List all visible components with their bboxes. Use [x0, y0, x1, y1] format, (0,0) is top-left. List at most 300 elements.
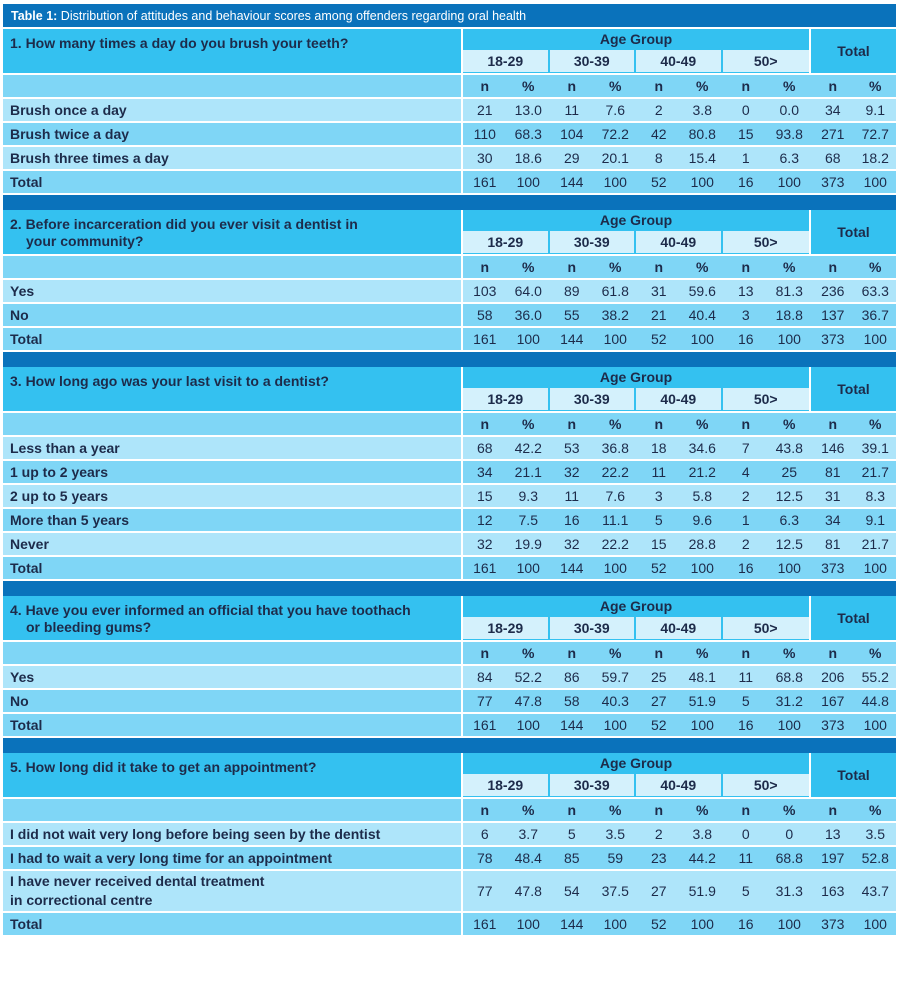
- row-label: 2 up to 5 years: [3, 485, 463, 507]
- percent-column-header: %: [609, 416, 622, 432]
- n-column-header: n: [741, 802, 751, 818]
- percent-cell: 100: [516, 174, 540, 190]
- section-separator: [3, 352, 896, 367]
- age-group-column-label: 50>: [723, 617, 809, 639]
- question-line-1: 5. How long did it take to get an appointment?: [10, 759, 317, 775]
- count-cell: 27: [650, 883, 667, 899]
- count-cell: 1: [741, 150, 750, 166]
- table-row: [3, 99, 896, 123]
- count-cell: 103: [473, 283, 497, 299]
- question-text: [3, 210, 463, 254]
- percent-cell: 12.5: [775, 488, 803, 504]
- age-group-header: [463, 210, 811, 254]
- row-label: I had to wait a very long time for an appointment: [3, 847, 463, 869]
- age-group-column-label: 18-29: [463, 617, 550, 639]
- percent-cell: 100: [603, 174, 627, 190]
- total-row: [3, 328, 896, 352]
- question-text: [3, 29, 463, 73]
- count-cell: 15: [476, 488, 493, 504]
- percent-cell: 100: [863, 331, 887, 347]
- percent-cell: 52.2: [514, 669, 542, 685]
- percent-cell: 36.8: [601, 440, 629, 456]
- percent-cell: 51.9: [688, 883, 716, 899]
- percent-cell: 7.6: [605, 102, 625, 118]
- oral-health-table: [3, 4, 896, 937]
- count-cell: 52: [650, 174, 667, 190]
- percent-cell: 55.2: [861, 669, 889, 685]
- count-cell: 373: [821, 331, 845, 347]
- row-label-line-1: I have never received dental treatment: [10, 873, 265, 889]
- row-label: Brush three times a day: [3, 147, 463, 169]
- table-row: [3, 871, 896, 913]
- count-cell: 34: [476, 464, 493, 480]
- row-label-line-2: in correctional centre: [10, 892, 153, 908]
- question-text: [3, 596, 463, 640]
- percent-column-header: %: [869, 645, 882, 661]
- percent-column-header: %: [609, 78, 622, 94]
- section-separator: [3, 195, 896, 210]
- n-column-header: n: [654, 645, 664, 661]
- count-cell: 31: [824, 488, 841, 504]
- question-line-2: your community?: [26, 233, 144, 249]
- percent-cell: 81.3: [775, 283, 803, 299]
- n-percent-header-row: [3, 413, 896, 437]
- age-group-column-label: 40-49: [636, 617, 723, 639]
- age-group-column-label: 50>: [723, 388, 809, 410]
- age-group-label: Age Group: [599, 31, 673, 47]
- total-header: Total: [811, 29, 896, 73]
- percent-cell: 48.4: [514, 850, 542, 866]
- count-cell: 146: [821, 440, 845, 456]
- percent-cell: 6.3: [779, 512, 799, 528]
- percent-column-header: %: [783, 78, 796, 94]
- n-column-header: n: [654, 259, 664, 275]
- percent-cell: 12.5: [775, 536, 803, 552]
- n-percent-header-row: [3, 642, 896, 666]
- n-column-header: n: [567, 802, 577, 818]
- percent-column-header: %: [696, 645, 709, 661]
- count-cell: 68: [824, 150, 841, 166]
- percent-cell: 47.8: [514, 693, 542, 709]
- percent-cell: 34.6: [688, 440, 716, 456]
- age-group-column-label: 50>: [723, 50, 809, 72]
- percent-cell: 5.8: [692, 488, 712, 504]
- n-column-header: n: [828, 78, 838, 94]
- n-column-header: n: [567, 78, 577, 94]
- row-label: Yes: [3, 280, 463, 302]
- count-cell: 27: [650, 693, 667, 709]
- percent-cell: 100: [690, 560, 714, 576]
- percent-cell: 44.2: [688, 850, 716, 866]
- count-cell: 58: [563, 693, 580, 709]
- count-cell: 85: [563, 850, 580, 866]
- percent-cell: 68.8: [775, 850, 803, 866]
- count-cell: 236: [821, 283, 845, 299]
- count-cell: 58: [476, 307, 493, 323]
- table-title-prefix: Table 1:: [11, 9, 58, 23]
- count-cell: 3: [741, 307, 750, 323]
- row-label: Total: [3, 557, 463, 579]
- blank-label-cell: [3, 799, 463, 821]
- percent-cell: 68.8: [775, 669, 803, 685]
- table-row: [3, 485, 896, 509]
- count-cell: 15: [650, 536, 667, 552]
- table-row: [3, 280, 896, 304]
- question-line-2: or bleeding gums?: [26, 619, 152, 635]
- count-cell: 3: [654, 488, 663, 504]
- row-label: No: [3, 304, 463, 326]
- count-cell: 144: [560, 717, 584, 733]
- percent-cell: 3.5: [865, 826, 885, 842]
- age-group-label: Age Group: [599, 598, 673, 614]
- table-row: [3, 147, 896, 171]
- row-label: No: [3, 690, 463, 712]
- percent-cell: 22.2: [601, 464, 629, 480]
- count-cell: 161: [473, 560, 497, 576]
- n-column-header: n: [567, 259, 577, 275]
- percent-cell: 100: [516, 560, 540, 576]
- count-cell: 1: [741, 512, 750, 528]
- count-cell: 2: [741, 488, 750, 504]
- blank-label-cell: [3, 75, 463, 97]
- count-cell: 68: [476, 440, 493, 456]
- total-header: Total: [811, 210, 896, 254]
- percent-column-header: %: [783, 645, 796, 661]
- age-group-columns: [463, 231, 809, 253]
- n-column-header: n: [480, 645, 490, 661]
- percent-column-header: %: [609, 645, 622, 661]
- table-row: [3, 823, 896, 847]
- count-cell: 18: [650, 440, 667, 456]
- n-column-header: n: [654, 78, 664, 94]
- percent-column-header: %: [783, 802, 796, 818]
- age-group-column-label: 40-49: [636, 388, 723, 410]
- count-cell: 5: [567, 826, 576, 842]
- count-cell: 8: [654, 150, 663, 166]
- count-cell: 167: [821, 693, 845, 709]
- percent-cell: 36.7: [861, 307, 889, 323]
- percent-cell: 37.5: [601, 883, 629, 899]
- count-cell: 55: [563, 307, 580, 323]
- count-cell: 31: [650, 283, 667, 299]
- row-label: Brush twice a day: [3, 123, 463, 145]
- percent-cell: 43.7: [861, 883, 889, 899]
- percent-cell: 100: [690, 331, 714, 347]
- count-cell: 11: [651, 464, 667, 480]
- question-line-1: 2. Before incarceration did you ever visit a dentist in: [10, 216, 358, 232]
- percent-cell: 3.8: [692, 102, 712, 118]
- percent-cell: 28.8: [688, 536, 716, 552]
- age-group-column-label: 50>: [723, 231, 809, 253]
- count-cell: 30: [476, 150, 493, 166]
- age-group-columns: [463, 50, 809, 72]
- percent-cell: 100: [690, 174, 714, 190]
- count-cell: 2: [654, 102, 663, 118]
- total-header: Total: [811, 753, 896, 797]
- count-cell: 78: [476, 850, 493, 866]
- age-group-column-label: 30-39: [550, 774, 637, 796]
- age-group-column-label: 30-39: [550, 50, 637, 72]
- table-row: [3, 533, 896, 557]
- percent-cell: 0: [785, 826, 794, 842]
- count-cell: 5: [741, 883, 750, 899]
- percent-cell: 31.3: [775, 883, 803, 899]
- percent-column-header: %: [522, 259, 535, 275]
- table-title: [3, 4, 896, 29]
- percent-cell: 9.3: [518, 488, 538, 504]
- row-label: Total: [3, 171, 463, 193]
- age-group-header: [463, 753, 811, 797]
- percent-column-header: %: [869, 78, 882, 94]
- n-column-header: n: [741, 78, 751, 94]
- percent-cell: 72.2: [601, 126, 629, 142]
- count-cell: 161: [473, 174, 497, 190]
- n-column-header: n: [480, 416, 490, 432]
- row-label: [3, 871, 463, 911]
- count-cell: 11: [564, 102, 580, 118]
- percent-column-header: %: [609, 259, 622, 275]
- count-cell: 25: [650, 669, 667, 685]
- percent-cell: 59: [607, 850, 624, 866]
- percent-cell: 64.0: [514, 283, 542, 299]
- percent-cell: 100: [777, 916, 801, 932]
- percent-column-header: %: [869, 259, 882, 275]
- n-column-header: n: [828, 416, 838, 432]
- count-cell: 144: [560, 331, 584, 347]
- percent-cell: 40.4: [688, 307, 716, 323]
- percent-cell: 21.7: [861, 464, 889, 480]
- table-row: [3, 123, 896, 147]
- percent-cell: 6.3: [779, 150, 799, 166]
- percent-column-header: %: [522, 78, 535, 94]
- question-line-1: 1. How many times a day do you brush your teeth?: [10, 35, 349, 51]
- percent-cell: 63.3: [861, 283, 889, 299]
- n-percent-header-row: [3, 799, 896, 823]
- count-cell: 5: [741, 693, 750, 709]
- table-row: [3, 690, 896, 714]
- count-cell: 77: [476, 883, 493, 899]
- percent-cell: 36.0: [514, 307, 542, 323]
- percent-column-header: %: [696, 78, 709, 94]
- count-cell: 52: [650, 916, 667, 932]
- count-cell: 32: [563, 536, 580, 552]
- percent-cell: 40.3: [601, 693, 629, 709]
- section-header: [3, 367, 896, 413]
- age-group-column-label: 18-29: [463, 231, 550, 253]
- percent-cell: 100: [603, 717, 627, 733]
- percent-cell: 51.9: [688, 693, 716, 709]
- n-column-header: n: [654, 802, 664, 818]
- count-cell: 16: [737, 916, 754, 932]
- row-label: Never: [3, 533, 463, 555]
- question-text: [3, 753, 463, 797]
- count-cell: 54: [563, 883, 580, 899]
- n-percent-header-row: [3, 256, 896, 280]
- count-cell: 34: [824, 512, 841, 528]
- total-row: [3, 714, 896, 738]
- age-group-columns: [463, 774, 809, 796]
- percent-cell: 100: [516, 331, 540, 347]
- percent-cell: 44.8: [861, 693, 889, 709]
- n-column-header: n: [828, 259, 838, 275]
- n-column-header: n: [480, 78, 490, 94]
- percent-column-header: %: [696, 802, 709, 818]
- percent-cell: 100: [690, 916, 714, 932]
- age-group-column-label: 18-29: [463, 774, 550, 796]
- age-group-header: [463, 367, 811, 411]
- table-row: [3, 509, 896, 533]
- percent-cell: 7.5: [518, 512, 538, 528]
- percent-cell: 3.8: [692, 826, 712, 842]
- percent-column-header: %: [869, 416, 882, 432]
- percent-column-header: %: [522, 645, 535, 661]
- table-row: [3, 437, 896, 461]
- percent-cell: 100: [777, 174, 801, 190]
- n-column-header: n: [567, 416, 577, 432]
- count-cell: 373: [821, 717, 845, 733]
- age-group-column-label: 18-29: [463, 388, 550, 410]
- count-cell: 12: [476, 512, 493, 528]
- percent-cell: 18.6: [514, 150, 542, 166]
- section-header: [3, 596, 896, 642]
- n-column-header: n: [741, 416, 751, 432]
- percent-cell: 39.1: [861, 440, 889, 456]
- count-cell: 23: [650, 850, 667, 866]
- age-group-column-label: 40-49: [636, 774, 723, 796]
- n-percent-header-row: [3, 75, 896, 99]
- table-row: [3, 847, 896, 871]
- section-separator: [3, 738, 896, 753]
- count-cell: 52: [650, 717, 667, 733]
- percent-cell: 9.6: [692, 512, 712, 528]
- percent-column-header: %: [783, 416, 796, 432]
- percent-cell: 93.8: [775, 126, 803, 142]
- count-cell: 11: [738, 669, 754, 685]
- table-sections: [3, 29, 896, 937]
- percent-cell: 61.8: [601, 283, 629, 299]
- percent-cell: 100: [777, 331, 801, 347]
- percent-cell: 18.2: [861, 150, 889, 166]
- blank-label-cell: [3, 642, 463, 664]
- percent-cell: 100: [777, 560, 801, 576]
- count-cell: 2: [654, 826, 663, 842]
- n-column-header: n: [741, 645, 751, 661]
- percent-cell: 9.1: [865, 512, 885, 528]
- table-title-text: Distribution of attitudes and behaviour scores among offenders regarding oral health: [60, 9, 527, 23]
- age-group-column-label: 30-39: [550, 617, 637, 639]
- percent-cell: 7.6: [605, 488, 625, 504]
- table-row: [3, 461, 896, 485]
- count-cell: 373: [821, 560, 845, 576]
- percent-cell: 25: [781, 464, 798, 480]
- percent-column-header: %: [696, 416, 709, 432]
- count-cell: 144: [560, 174, 584, 190]
- count-cell: 16: [737, 174, 754, 190]
- row-label: Brush once a day: [3, 99, 463, 121]
- total-row: [3, 557, 896, 581]
- count-cell: 0: [741, 102, 750, 118]
- age-group-label: Age Group: [599, 212, 673, 228]
- percent-cell: 19.9: [514, 536, 542, 552]
- n-column-header: n: [567, 645, 577, 661]
- count-cell: 11: [738, 850, 754, 866]
- blank-label-cell: [3, 413, 463, 435]
- percent-cell: 59.6: [688, 283, 716, 299]
- percent-cell: 52.8: [861, 850, 889, 866]
- count-cell: 2: [741, 536, 750, 552]
- percent-cell: 100: [603, 560, 627, 576]
- age-group-label: Age Group: [599, 755, 673, 771]
- percent-cell: 80.8: [688, 126, 716, 142]
- percent-cell: 100: [603, 916, 627, 932]
- percent-cell: 47.8: [514, 883, 542, 899]
- count-cell: 137: [821, 307, 845, 323]
- count-cell: 42: [650, 126, 667, 142]
- count-cell: 271: [821, 126, 845, 142]
- row-label: More than 5 years: [3, 509, 463, 531]
- percent-cell: 100: [863, 717, 887, 733]
- percent-cell: 11.1: [602, 512, 629, 528]
- percent-column-header: %: [869, 802, 882, 818]
- count-cell: 0: [741, 826, 750, 842]
- n-column-header: n: [828, 645, 838, 661]
- row-label: Yes: [3, 666, 463, 688]
- age-group-column-label: 30-39: [550, 388, 637, 410]
- total-row: [3, 913, 896, 937]
- percent-cell: 100: [863, 560, 887, 576]
- percent-cell: 9.1: [865, 102, 885, 118]
- section-separator: [3, 581, 896, 596]
- age-group-columns: [463, 388, 809, 410]
- table-row: [3, 304, 896, 328]
- age-group-header: [463, 29, 811, 73]
- n-column-header: n: [480, 259, 490, 275]
- count-cell: 16: [737, 560, 754, 576]
- count-cell: 86: [563, 669, 580, 685]
- age-group-column-label: 30-39: [550, 231, 637, 253]
- percent-cell: 21.7: [861, 536, 889, 552]
- percent-cell: 18.8: [775, 307, 803, 323]
- count-cell: 15: [737, 126, 754, 142]
- total-row: [3, 171, 896, 195]
- count-cell: 16: [737, 717, 754, 733]
- count-cell: 206: [821, 669, 845, 685]
- count-cell: 104: [560, 126, 584, 142]
- question-text: [3, 367, 463, 411]
- percent-cell: 100: [690, 717, 714, 733]
- n-column-header: n: [654, 416, 664, 432]
- count-cell: 7: [741, 440, 750, 456]
- count-cell: 161: [473, 916, 497, 932]
- n-column-header: n: [828, 802, 838, 818]
- section-header: [3, 753, 896, 799]
- percent-cell: 100: [516, 916, 540, 932]
- count-cell: 4: [741, 464, 750, 480]
- age-group-label: Age Group: [599, 369, 673, 385]
- percent-cell: 72.7: [861, 126, 889, 142]
- question-line-1: 3. How long ago was your last visit to a dentist?: [10, 373, 329, 389]
- count-cell: 13: [737, 283, 754, 299]
- percent-column-header: %: [609, 802, 622, 818]
- count-cell: 373: [821, 174, 845, 190]
- age-group-column-label: 18-29: [463, 50, 550, 72]
- age-group-column-label: 40-49: [636, 231, 723, 253]
- total-header: Total: [811, 367, 896, 411]
- row-label: Less than a year: [3, 437, 463, 459]
- percent-cell: 59.7: [601, 669, 629, 685]
- count-cell: 21: [650, 307, 667, 323]
- percent-column-header: %: [696, 259, 709, 275]
